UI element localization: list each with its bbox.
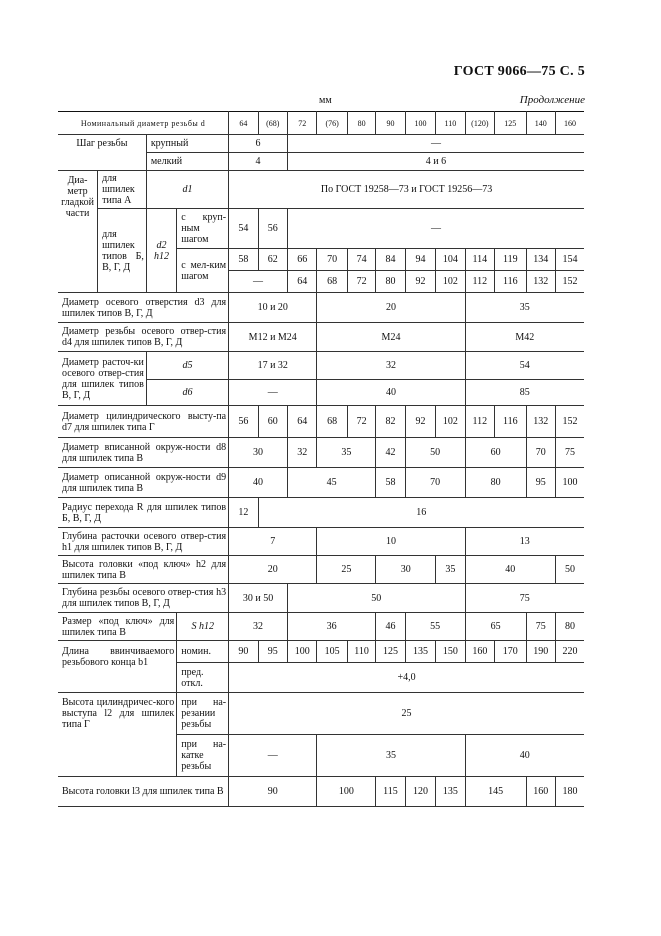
table-row (58, 438, 584, 468)
row-label: Диаметр осевого отверстия d3 для шпилек типов В, Г, Д (58, 293, 229, 323)
value-cell: 40 (465, 735, 584, 777)
value-cell: 54 (229, 209, 258, 249)
symbol-cell: S h12 (177, 613, 229, 641)
value-cell: 74 (347, 249, 375, 271)
row-label: Глубина резьбы осевого отвер-стия h3 для шпилек типов В, Г, Д (58, 584, 229, 613)
value-cell: 125 (376, 641, 405, 663)
value-cell: 100 (317, 777, 376, 807)
value-cell: 30 (229, 438, 288, 468)
value-cell: 40 (317, 380, 465, 406)
value-cell: — (229, 380, 317, 406)
value-cell: 32 (287, 438, 316, 468)
value-cell: 75 (465, 584, 584, 613)
value-cell: 116 (495, 406, 526, 438)
row-sublabel: с мел-ким шагом (177, 249, 229, 293)
size-cell: 125 (495, 112, 526, 135)
table-row (58, 209, 584, 249)
value-cell: 150 (436, 641, 465, 663)
value-cell: 70 (526, 438, 555, 468)
value-cell: 68 (317, 406, 347, 438)
row-sublabel: пред. откл. (177, 663, 229, 693)
page-header (0, 0, 661, 110)
size-cell: 80 (347, 112, 375, 135)
row-label: Диаметр расточ-ки осевого отвер-стия для шпилек типов В, Г, Д (58, 352, 146, 406)
value-cell: 65 (465, 613, 526, 641)
row-label: Глубина расточки осевого отвер-стия h1 для шпилек типов В, Г, Д (58, 528, 229, 556)
value-cell: 60 (465, 438, 526, 468)
value-cell: 58 (229, 249, 258, 271)
value-cell: 20 (317, 293, 465, 323)
value-cell: 17 и 32 (229, 352, 317, 380)
value-cell: 75 (526, 613, 555, 641)
value-cell: 50 (287, 584, 465, 613)
value-cell: 152 (555, 406, 584, 438)
row-sublabel: мелкий (146, 153, 228, 171)
value-cell: 80 (555, 613, 584, 641)
table-row (58, 498, 584, 528)
value-cell: 120 (405, 777, 435, 807)
size-cell: 100 (405, 112, 435, 135)
value-cell: 104 (436, 249, 465, 271)
row-sublabel: при на-катке резьбы (177, 735, 229, 777)
value-cell: М12 и М24 (229, 323, 317, 352)
table-row (58, 323, 584, 352)
value-cell: 32 (229, 613, 288, 641)
table-row (58, 528, 584, 556)
value-cell: 60 (258, 406, 287, 438)
size-cell: 110 (436, 112, 465, 135)
size-cell: 90 (376, 112, 405, 135)
value-cell: 4 (229, 153, 288, 171)
table-row (58, 171, 584, 209)
value-cell: 112 (465, 406, 494, 438)
table-row (58, 468, 584, 498)
value-cell: 84 (376, 249, 405, 271)
row-label: Высота цилиндричес-кого выступа l2 для шпилек типа Г (58, 693, 177, 777)
size-cell: (120) (465, 112, 494, 135)
size-cell: (76) (317, 112, 347, 135)
unit-label: мм (319, 95, 332, 106)
row-sublabel: для шпилек типа А (98, 171, 147, 209)
value-cell: 68 (317, 271, 347, 293)
value-cell: 132 (526, 406, 555, 438)
value-cell: 105 (317, 641, 347, 663)
row-label: Размер «под ключ» для шпилек типа В (58, 613, 177, 641)
table-row (58, 613, 584, 641)
value-cell: По ГОСТ 19258—73 и ГОСТ 19256—73 (229, 171, 584, 209)
value-cell: 114 (465, 249, 494, 271)
row-label: Диаметр цилиндрического высту-па d7 для шпилек типа Г (58, 406, 229, 438)
value-cell: 90 (229, 641, 258, 663)
value-cell: 102 (436, 271, 465, 293)
value-cell: 75 (555, 438, 584, 468)
value-cell: 40 (465, 556, 555, 584)
row-label: Высота головки «под ключ» h2 для шпилек типа В (58, 556, 229, 584)
value-cell: 36 (287, 613, 375, 641)
value-cell: 154 (555, 249, 584, 271)
value-cell: 170 (495, 641, 526, 663)
value-cell: — (287, 209, 584, 249)
symbol-cell: d6 (146, 380, 228, 406)
value-cell: 95 (526, 468, 555, 498)
value-cell: 92 (405, 406, 435, 438)
row-label: Шаг резьбы (58, 135, 146, 171)
table-row (58, 135, 584, 153)
symbol-cell: d2 h12 (146, 209, 176, 293)
continuation-label: Продолжение (519, 94, 585, 106)
value-cell: 20 (229, 556, 317, 584)
value-cell: 25 (229, 693, 584, 735)
value-cell: 135 (405, 641, 435, 663)
row-label: Высота головки l3 для шпилек типа В (58, 777, 229, 807)
value-cell: 160 (526, 777, 555, 807)
value-cell: 220 (555, 641, 584, 663)
table-row (58, 406, 584, 438)
value-cell: 94 (405, 249, 435, 271)
value-cell: — (229, 735, 317, 777)
value-cell: М24 (317, 323, 465, 352)
value-cell: 92 (405, 271, 435, 293)
value-cell: 72 (347, 271, 375, 293)
value-cell: 54 (465, 352, 584, 380)
value-cell: 25 (317, 556, 376, 584)
value-cell: 82 (376, 406, 405, 438)
value-cell: 112 (465, 271, 494, 293)
value-cell: 80 (465, 468, 526, 498)
value-cell: 56 (258, 209, 287, 249)
row-label: Радиус перехода R для шпилек типов Б, В, Г, Д (58, 498, 229, 528)
value-cell: 70 (405, 468, 465, 498)
value-cell: +4,0 (229, 663, 584, 693)
value-cell: 35 (317, 438, 376, 468)
value-cell: 70 (317, 249, 347, 271)
row-label: Диа-метр гладкой части (58, 171, 98, 293)
value-cell: 115 (376, 777, 405, 807)
value-cell: 56 (229, 406, 258, 438)
value-cell: — (287, 135, 584, 153)
symbol-cell: d1 (146, 171, 228, 209)
value-cell: 55 (405, 613, 465, 641)
document-code: ГОСТ 9066—75 С. 5 (453, 64, 585, 79)
table-row (58, 693, 584, 735)
table-row (58, 777, 584, 807)
value-cell: 10 и 20 (229, 293, 317, 323)
value-cell: 100 (555, 468, 584, 498)
value-cell: 16 (258, 498, 584, 528)
value-cell: 102 (436, 406, 465, 438)
value-cell: 10 (317, 528, 465, 556)
value-cell: 30 (376, 556, 436, 584)
value-cell: 45 (287, 468, 375, 498)
row-label: Диаметр описанной окруж-ности d9 для шпилек типа В (58, 468, 229, 498)
row-sublabel: при на-резании резьбы (177, 693, 229, 735)
value-cell: 62 (258, 249, 287, 271)
header-label: Номинальный диаметр резьбы d (58, 112, 229, 135)
value-cell: 46 (376, 613, 405, 641)
value-cell: 66 (287, 249, 316, 271)
row-sublabel: крупный (146, 135, 228, 153)
value-cell: 134 (526, 249, 555, 271)
value-cell: М42 (465, 323, 584, 352)
value-cell: 116 (495, 271, 526, 293)
value-cell: 160 (465, 641, 494, 663)
value-cell: 30 и 50 (229, 584, 288, 613)
value-cell: 7 (229, 528, 317, 556)
value-cell: 180 (555, 777, 584, 807)
row-sublabel: с круп-ным шагом (177, 209, 229, 249)
size-cell: 72 (287, 112, 316, 135)
value-cell: 85 (465, 380, 584, 406)
value-cell: 95 (258, 641, 287, 663)
row-label: Диаметр вписанной окруж-ности d8 для шпилек типа В (58, 438, 229, 468)
size-cell: 160 (555, 112, 584, 135)
value-cell: 50 (555, 556, 584, 584)
row-label: Диаметр резьбы осевого отвер-стия d4 для шпилек типов В, Г, Д (58, 323, 229, 352)
value-cell: 132 (526, 271, 555, 293)
size-cell: 64 (229, 112, 258, 135)
stud-dimensions-table (58, 111, 584, 807)
row-sublabel: номин. (177, 641, 229, 663)
value-cell: 135 (436, 777, 465, 807)
value-cell: 119 (495, 249, 526, 271)
symbol-cell: d5 (146, 352, 228, 380)
value-cell: 100 (287, 641, 316, 663)
value-cell: 40 (229, 468, 288, 498)
value-cell: 42 (376, 438, 405, 468)
value-cell: 35 (436, 556, 465, 584)
header-row (58, 112, 584, 135)
value-cell: — (229, 271, 288, 293)
value-cell: 80 (376, 271, 405, 293)
value-cell: 32 (317, 352, 465, 380)
value-cell: 64 (287, 271, 316, 293)
value-cell: 4 и 6 (287, 153, 584, 171)
table-row (58, 556, 584, 584)
value-cell: 35 (317, 735, 465, 777)
value-cell: 72 (347, 406, 375, 438)
table-row (58, 641, 584, 663)
value-cell: 64 (287, 406, 316, 438)
row-label: Длина ввинчиваемого резьбового конца b1 (58, 641, 177, 693)
value-cell: 90 (229, 777, 317, 807)
value-cell: 152 (555, 271, 584, 293)
value-cell: 13 (465, 528, 584, 556)
row-sublabel: для шпилек типов Б, В, Г, Д (98, 209, 147, 293)
value-cell: 145 (465, 777, 526, 807)
table-row (58, 293, 584, 323)
value-cell: 58 (376, 468, 405, 498)
table-row (58, 352, 584, 380)
value-cell: 50 (405, 438, 465, 468)
size-cell: 140 (526, 112, 555, 135)
table-row (58, 584, 584, 613)
value-cell: 12 (229, 498, 258, 528)
value-cell: 110 (347, 641, 375, 663)
size-cell: (68) (258, 112, 287, 135)
value-cell: 190 (526, 641, 555, 663)
value-cell: 6 (229, 135, 288, 153)
value-cell: 35 (465, 293, 584, 323)
